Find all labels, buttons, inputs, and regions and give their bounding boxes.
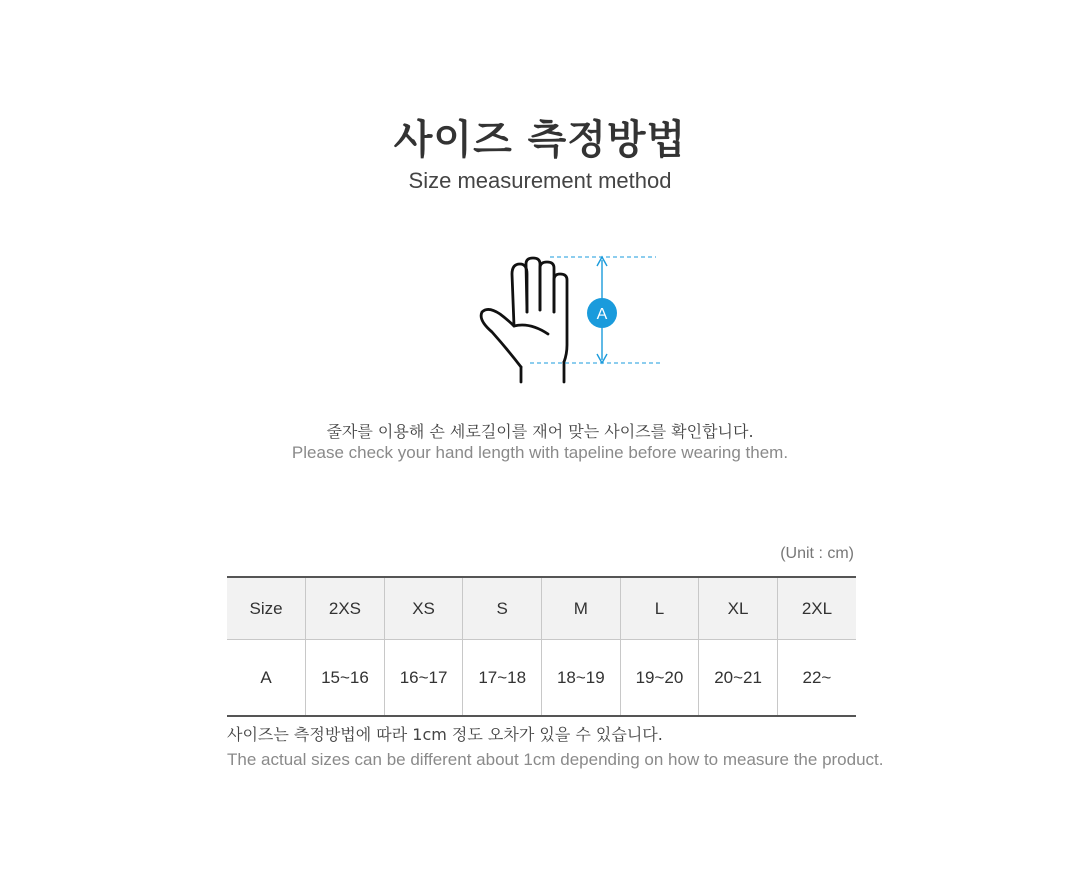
table-cell: 15~16	[306, 640, 385, 717]
note-korean: 사이즈는 측정방법에 따라 1cm 정도 오차가 있을 수 있습니다.	[227, 725, 663, 744]
note-english: The actual sizes can be different about 1cm depending on how to measure the product.	[227, 750, 884, 769]
table-header-row	[227, 577, 856, 640]
table-cell: A	[260, 667, 272, 687]
table-cell: 16~17	[384, 640, 463, 717]
description-english: Please check your hand length with tapeline before wearing them.	[291, 443, 789, 462]
table-cell: 19~20	[620, 640, 699, 717]
table-header-cell: XL	[699, 577, 778, 640]
table-header-cell: 2XL	[777, 577, 856, 640]
description-korean: 줄자를 이용해 손 세로길이를 재어 맞는 사이즈를 확인합니다.	[326, 422, 754, 441]
hand-measurement-illustration	[470, 250, 670, 385]
page-title: 사이즈 측정방법	[393, 117, 687, 163]
table-header-cell: 2XS	[306, 577, 385, 640]
table-cell: 18~19	[542, 640, 621, 717]
table-header-cell: L	[620, 577, 699, 640]
marker-label: A	[596, 306, 608, 323]
table-row	[227, 640, 856, 717]
page-subtitle: Size measurement method	[408, 168, 672, 193]
size-table	[227, 576, 856, 717]
table-cell: 22~	[777, 640, 856, 717]
table-header-cell: S	[463, 577, 542, 640]
table-cell: 20~21	[699, 640, 778, 717]
table-header-cell: XS	[384, 577, 463, 640]
unit-label: (Unit : cm)	[780, 545, 854, 562]
table-header-cell: M	[542, 577, 621, 640]
table-cell: 17~18	[463, 640, 542, 717]
table-header-cell: Size	[249, 598, 283, 618]
